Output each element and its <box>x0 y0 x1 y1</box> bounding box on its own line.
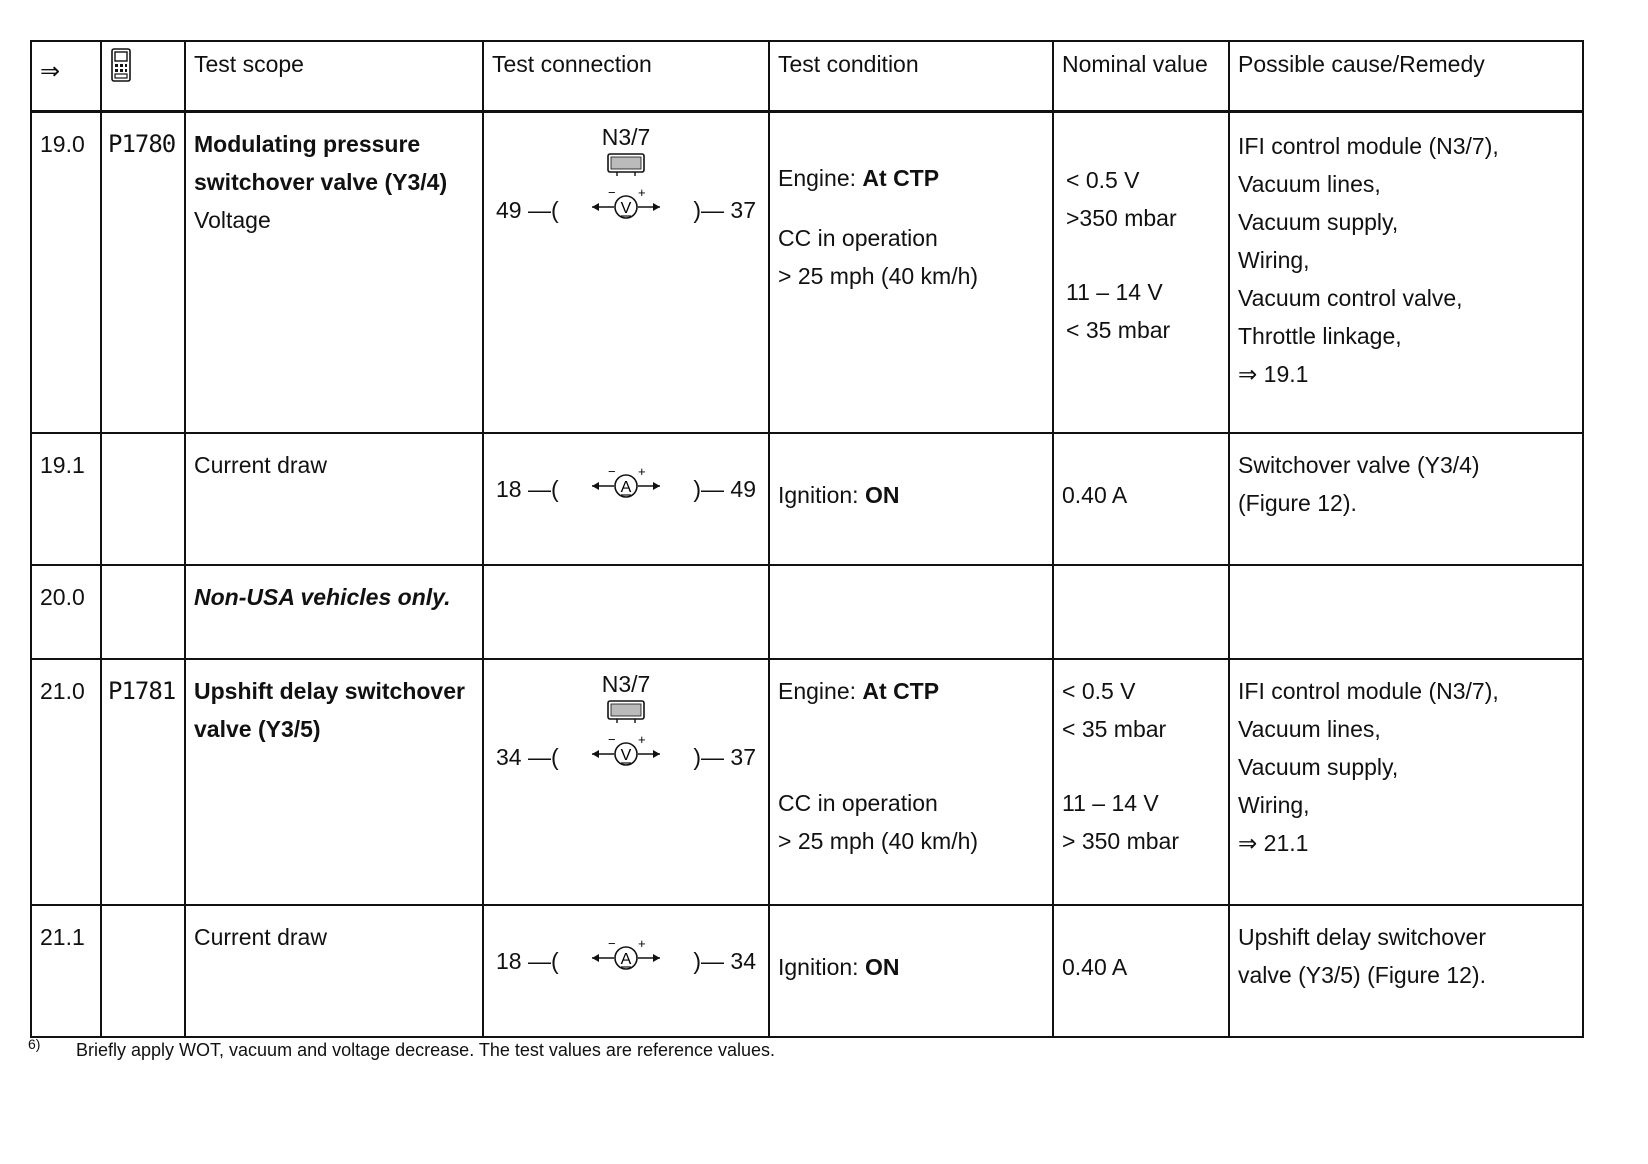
module-label: N3/7 <box>601 671 651 697</box>
svg-text:+: + <box>638 936 646 951</box>
test-condition-cell: Ignition: ON <box>769 905 1053 1037</box>
test-connection-cell <box>483 433 769 565</box>
pin-right-label: )— 37 <box>693 744 756 770</box>
svg-text:V: V <box>620 199 632 217</box>
fault-code-cell <box>101 433 185 565</box>
header-possible-cause: Possible cause/Remedy <box>1229 41 1583 111</box>
svg-text:V: V <box>620 747 632 764</box>
table-row <box>31 659 1583 905</box>
cross-reference-link[interactable]: ⇒ 19.1 <box>1238 360 1309 387</box>
scope-subtitle: Voltage <box>194 206 271 233</box>
step-cell: 21.0 <box>31 659 101 905</box>
pin-right-label: )— 49 <box>693 476 756 502</box>
possible-cause-cell <box>1229 565 1583 659</box>
nominal-value-cell: < 0.5 V < 35 mbar 11 – 14 V > 350 mbar <box>1053 659 1229 905</box>
pin-right-label: )— 37 <box>693 196 756 223</box>
pin-right-label: )— 34 <box>693 948 756 974</box>
test-scope-cell <box>185 659 483 905</box>
pin-left-label: 49 —( <box>496 196 559 223</box>
connection-diagram <box>492 671 760 794</box>
svg-text:A: A <box>620 479 632 496</box>
table-row <box>31 905 1583 1037</box>
fault-code-cell: P1780 <box>101 111 185 433</box>
test-connection-cell <box>483 111 769 433</box>
svg-text:−: − <box>608 184 616 200</box>
nominal-value-cell: 0.40 A <box>1053 433 1229 565</box>
svg-text:+: + <box>638 464 646 479</box>
scope-title: valve (Y3/5) <box>194 716 321 742</box>
test-scope-cell: Non-USA vehicles only. <box>185 565 483 659</box>
test-connection-cell <box>483 905 769 1037</box>
test-condition-cell: Engine: At CTP CC in operation > 25 mph (40 km/h) <box>769 659 1053 905</box>
table-row <box>31 111 1583 433</box>
footnote-text: Briefly apply WOT, vacuum and voltage decrease. The test values are reference values. <box>76 1040 776 1060</box>
svg-text:+: + <box>638 184 646 200</box>
svg-text:−: − <box>608 732 616 747</box>
fault-code-cell: P1781 <box>101 659 185 905</box>
possible-cause-cell: IFI control module (N3/7), Vacuum lines, Vacuum supply, Wiring, Vacuum control valve, Throttle linkage, ⇒ 19.1 <box>1229 111 1583 433</box>
test-condition-cell: Engine: At CTP CC in operation > 25 mph (40 km/h) <box>769 111 1053 433</box>
test-scope-cell: Current draw <box>185 905 483 1037</box>
connection-diagram <box>492 936 760 996</box>
connection-diagram <box>492 123 760 247</box>
scope-title: switchover valve (Y3/4) <box>194 168 448 195</box>
header-tester <box>101 41 185 111</box>
header-row <box>31 41 1583 111</box>
control-module-icon <box>607 153 645 177</box>
module-label: N3/7 <box>601 123 651 150</box>
nominal-value-cell <box>1053 565 1229 659</box>
scope-title: Modulating pressure <box>194 130 421 157</box>
possible-cause-cell: Upshift delay switchover valve (Y3/5) (Figure 12). <box>1229 905 1583 1037</box>
possible-cause-cell: Switchover valve (Y3/4) (Figure 12). <box>1229 433 1583 565</box>
voltmeter-icon <box>586 185 666 225</box>
pin-left-label: 34 —( <box>496 744 559 770</box>
header-test-scope: Test scope <box>185 41 483 111</box>
header-test-connection: Test connection <box>483 41 769 111</box>
cross-reference-link[interactable]: ⇒ 21.1 <box>1238 830 1309 856</box>
ammeter-icon <box>586 464 666 504</box>
nominal-value-cell: < 0.5 V >350 mbar 11 – 14 V < 35 mbar <box>1053 111 1229 433</box>
pin-left-label: 18 —( <box>496 476 559 502</box>
header-test-condition: Test condition <box>769 41 1053 111</box>
test-connection-cell <box>483 659 769 905</box>
control-module-icon <box>607 700 645 724</box>
svg-text:−: − <box>608 936 616 951</box>
header-nominal-value: Nominal value <box>1053 41 1229 111</box>
footnote-mark: 6) <box>28 1036 41 1052</box>
handheld-tester-icon <box>110 48 132 82</box>
pin-left-label: 18 —( <box>496 948 559 974</box>
header-arrow: ⇒ <box>31 41 101 111</box>
step-cell: 19.0 <box>31 111 101 433</box>
scope-title: Upshift delay switchover <box>194 678 465 704</box>
test-connection-cell <box>483 565 769 659</box>
table-row <box>31 565 1583 659</box>
table-row <box>31 433 1583 565</box>
fault-code-cell <box>101 905 185 1037</box>
ammeter-icon <box>586 936 666 976</box>
step-cell: 20.0 <box>31 565 101 659</box>
svg-text:+: + <box>638 732 646 747</box>
test-scope-cell <box>185 111 483 433</box>
nominal-value-cell: 0.40 A <box>1053 905 1229 1037</box>
fault-code-cell <box>101 565 185 659</box>
step-cell: 19.1 <box>31 433 101 565</box>
test-scope-cell: Current draw <box>185 433 483 565</box>
possible-cause-cell: IFI control module (N3/7), Vacuum lines, Vacuum supply, Wiring, ⇒ 21.1 <box>1229 659 1583 905</box>
test-table <box>30 40 1584 1038</box>
svg-text:−: − <box>608 464 616 479</box>
voltmeter-icon <box>586 732 666 772</box>
svg-text:A: A <box>620 951 632 968</box>
step-cell: 21.1 <box>31 905 101 1037</box>
test-condition-cell: Ignition: ON <box>769 433 1053 565</box>
connection-diagram <box>492 464 760 524</box>
test-condition-cell <box>769 565 1053 659</box>
